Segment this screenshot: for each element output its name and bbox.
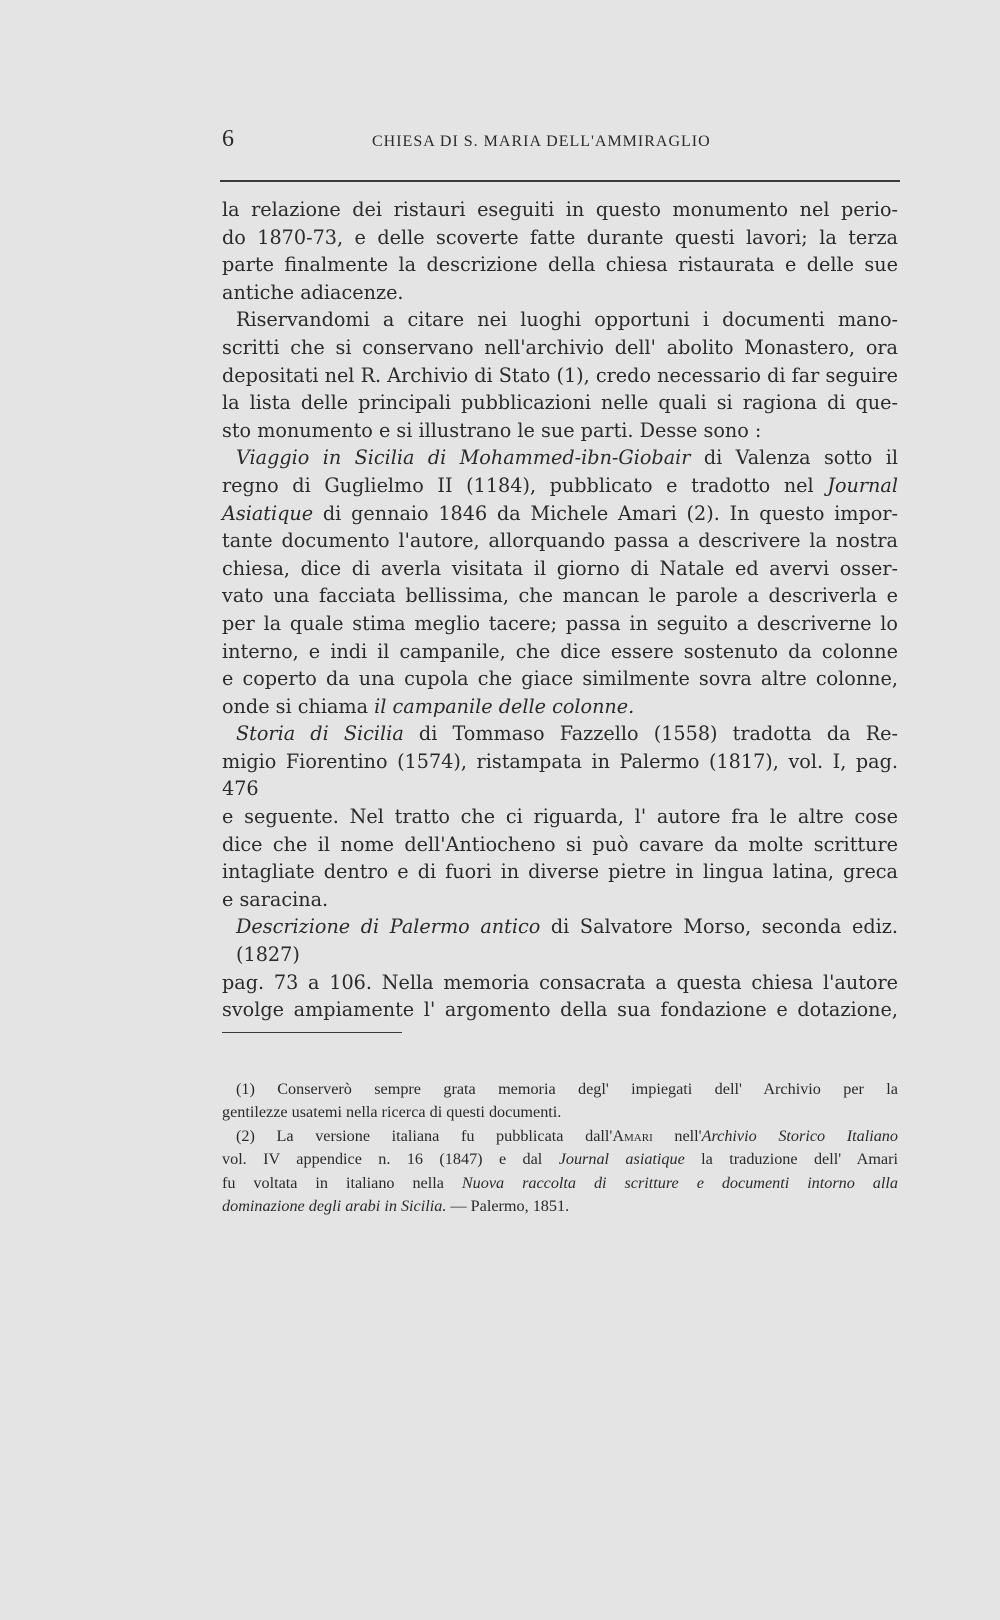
author-name: Amari bbox=[612, 1126, 653, 1145]
footnotes bbox=[222, 1078, 898, 1218]
text-line: antiche adiacenze. bbox=[222, 280, 404, 304]
footnote-line bbox=[222, 1125, 898, 1148]
journal-title: Journal bbox=[827, 473, 898, 497]
footnote-line: (1) Conserverò sempre grata memoria degl' impiegati dell' Archivio per la bbox=[236, 1080, 898, 1098]
text-line: e coperto da una cupola che giace similmente sovra altre colonne, bbox=[222, 667, 898, 691]
main-text bbox=[222, 196, 898, 1024]
text-line: migio Fiorentino (1574), ristampata in Palermo (1817), vol. I, pag. 476 bbox=[222, 749, 898, 801]
text-fragment: regno di Guglielmo II (1184), pubblicato e tradotto nel bbox=[222, 473, 828, 497]
text-line: Riservandomi a citare nei luoghi opportuni i documenti mano- bbox=[236, 308, 898, 332]
text-line: dice che il nome dell'Antiocheno si può cavare da molte scritture bbox=[222, 832, 898, 856]
book-title: Viaggio in Sicilia di Mohammed-ibn-Giobair bbox=[236, 446, 691, 470]
book-title: dominazione degli arabi in Sicilia. bbox=[222, 1197, 447, 1216]
text-fragment: fu voltata in italiano nella bbox=[222, 1173, 462, 1192]
footnote-line bbox=[222, 1172, 898, 1195]
text-fragment: onde si chiama bbox=[222, 694, 375, 718]
text-line: la lista delle principali pubblicazioni nelle quali si ragiona di que- bbox=[222, 391, 898, 415]
text-line: do 1870-73, e delle scoverte fatte durante questi lavori; la terza bbox=[222, 225, 898, 249]
text-fragment: di gennaio 1846 da Michele Amari (2). In questo impor- bbox=[313, 501, 898, 525]
text-line: svolge ampiamente l' argomento della sua fondazione e dotazione, bbox=[222, 998, 898, 1022]
book-title: Descrizione di Palermo antico bbox=[236, 915, 541, 939]
text-fragment: di Tommaso Fazzello (1558) tradotta da Re- bbox=[403, 722, 899, 746]
text-fragment: — Palermo, 1851. bbox=[446, 1197, 570, 1216]
text-line: sto monumento e si illustrano le sue parti. Desse sono : bbox=[222, 418, 762, 442]
running-title: CHIESA DI S. MARIA DELL'AMMIRAGLIO bbox=[372, 133, 711, 150]
footnote-line bbox=[222, 1195, 898, 1218]
text-fragment: nell' bbox=[652, 1126, 702, 1145]
text-fragment: (2) La versione italiana fu pubblicata dall' bbox=[236, 1126, 613, 1145]
quoted-phrase: il campanile delle colonne. bbox=[374, 694, 635, 718]
footnote-line: gentilezze usatemi nella ricerca di questi documenti. bbox=[222, 1103, 562, 1122]
text-fragment: la traduzione dell' Amari bbox=[684, 1150, 898, 1169]
text-line: intagliate dentro e di fuori in diverse pietre in lingua latina, greca bbox=[222, 860, 898, 884]
journal-title: Journal asiatique bbox=[558, 1150, 685, 1169]
text-line: chiesa, dice di averla visitata il giorno di Natale ed avervi osser- bbox=[222, 556, 898, 580]
text-line: pag. 73 a 106. Nella memoria consacrata a questa chiesa l'autore bbox=[222, 970, 898, 994]
text-line: depositati nel R. Archivio di Stato (1), credo necessario di far seguire bbox=[222, 363, 898, 387]
text-line: e seguente. Nel tratto che ci riguarda, l' autore fra le altre cose bbox=[222, 805, 898, 829]
text-line bbox=[222, 693, 898, 721]
text-line: la relazione dei ristauri eseguiti in questo monumento nel perio- bbox=[222, 198, 898, 221]
text-line bbox=[222, 720, 898, 748]
text-fragment: di Valenza sotto il bbox=[690, 446, 898, 470]
text-line: scritti che si conservano nell'archivio dell' abolito Monastero, ora bbox=[222, 335, 898, 359]
text-fragment: vol. IV appendice n. 16 (1847) e dal bbox=[222, 1150, 559, 1169]
running-head bbox=[222, 126, 902, 166]
text-line bbox=[222, 472, 898, 500]
text-line: e saracina. bbox=[222, 887, 329, 911]
text-line: interno, e indi il campanile, che dice essere sostenuto da colonne bbox=[222, 639, 898, 663]
text-line bbox=[222, 500, 898, 528]
text-line: per la quale stima meglio tacere; passa in seguito a descriverne lo bbox=[222, 611, 898, 635]
text-line: tante documento l'autore, allorquando passa a descrivere la nostra bbox=[222, 529, 898, 553]
footnote-line bbox=[222, 1148, 898, 1171]
text-line bbox=[222, 444, 898, 472]
text-line: vato una facciata bellissima, che mancan le parole a descriverla e bbox=[222, 584, 898, 608]
header-rule bbox=[220, 180, 900, 182]
footnote-rule bbox=[222, 1032, 402, 1033]
book-title: Storia di Sicilia bbox=[236, 722, 404, 746]
book-title: Nuova raccolta di scritture e documenti intorno alla bbox=[461, 1173, 898, 1192]
journal-title: Asiatique bbox=[222, 501, 314, 525]
text-line bbox=[222, 913, 898, 968]
text-line: parte finalmente la descrizione della chiesa ristaurata e delle sue bbox=[222, 253, 898, 277]
journal-title: Archivio Storico Italiano bbox=[701, 1126, 898, 1145]
page-number: 6 bbox=[222, 126, 234, 152]
text-fragment: di Salvatore Morso, seconda ediz.(1827) bbox=[236, 915, 898, 967]
